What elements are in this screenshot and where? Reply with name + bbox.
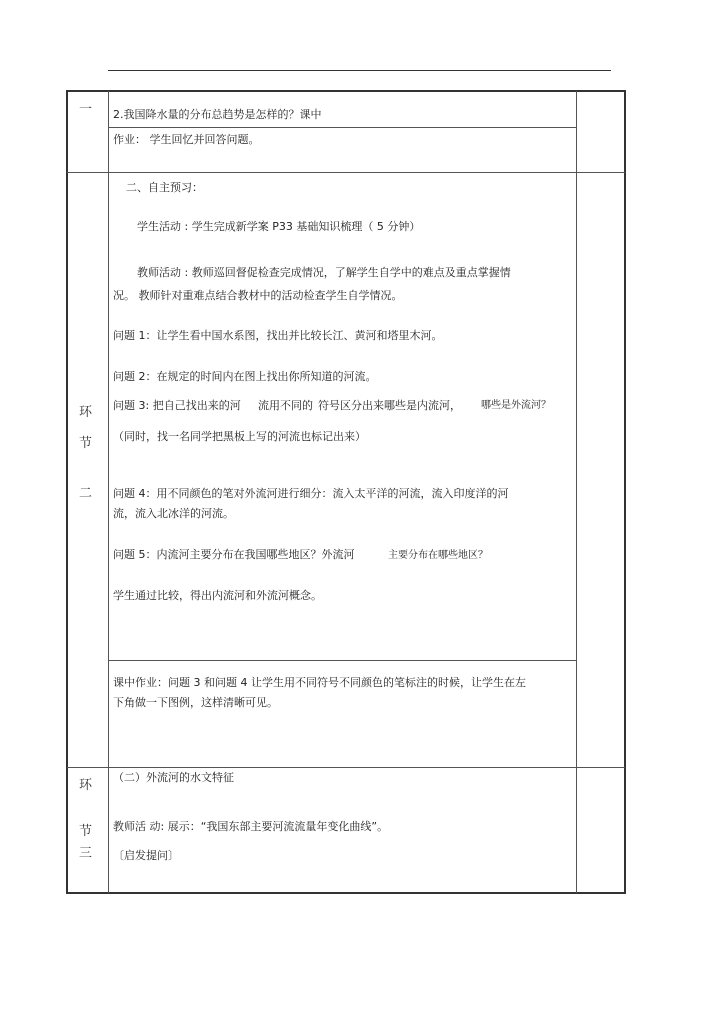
homework-line: 作业： 学生回忆并回答问题。 [113,133,260,146]
section3-heading: （二）外流河的水文特征 [113,771,234,784]
row-divider [67,172,625,173]
section3-teacher-activity: 教师活 动: 展示：“我国东部主要河流流量年变化曲线”。 [113,820,389,833]
teacher-activity-line1: 教师活动 : 教师巡回督促检查完成情况，了解学生自学中的难点及重点掌握情 [137,266,511,279]
question-2: 问题 2：在规定的时间内在图上找出你所知道的河流。 [113,370,377,383]
section3-label-2: 节 [79,824,93,839]
question-3-note: （同时，找一名同学把黑板上写的河流也标记出来） [113,430,366,443]
section3-label-3: 三 [79,846,93,861]
question-3-part-b: 流用不同的 [258,399,313,412]
conclusion: 学生通过比较，得出内流河和外流河概念。 [113,589,322,602]
question-5-part-b: 主要分布在哪些地区？ [388,550,488,561]
question-3-part-d: 哪些是外流河？ [481,400,551,411]
section1-label: 一 [79,102,93,117]
column-divider-right [576,91,577,893]
row-divider [108,660,576,661]
question-3-part-c: 符号区分出来哪些是内流河， [318,399,461,412]
section3-prompt: 〔启发提问〕 [113,849,179,862]
column-divider-left [108,91,109,893]
row-divider [67,767,625,768]
question-5-part-a: 问题 5：内流河主要分布在我国哪些地区？外流河 [113,548,355,561]
section2-label-3: 二 [79,486,93,501]
section-heading: 二、自主预习： [126,181,203,194]
section3-label-1: 环 [79,778,93,793]
section2-label-2: 节 [79,436,93,451]
question-4-line2: 流，流入北冰洋的河流。 [113,507,234,520]
question-3-part-a: 问题 3: 把自己找出来的河 [113,399,241,412]
row-divider [108,127,576,128]
question-4-line1: 问题 4：用不同颜色的笔对外流河进行细分：流入太平洋的河流，流入印度洋的河 [113,487,509,500]
question-line: 2.我国降水量的分布总趋势是怎样的？课中 [113,108,322,121]
section2-label-1: 环 [79,405,93,420]
top-rule [108,70,611,71]
classwork-line1: 课中作业：问题 3 和问题 4 让学生用不同符号不同颜色的笔标注的时候，让学生在左 [113,676,526,689]
question-1: 问题 1：让学生看中国水系图，找出并比较长江、黄河和塔里木河。 [113,329,443,342]
student-activity: 学生活动 : 学生完成新学案 P33 基础知识梳理（ 5 分钟） [137,220,421,233]
teacher-activity-line2: 况。 教师针对重难点结合教材中的活动检查学生自学情况。 [113,289,403,302]
classwork-line2: 下角做一下图例，这样清晰可见。 [113,696,278,709]
